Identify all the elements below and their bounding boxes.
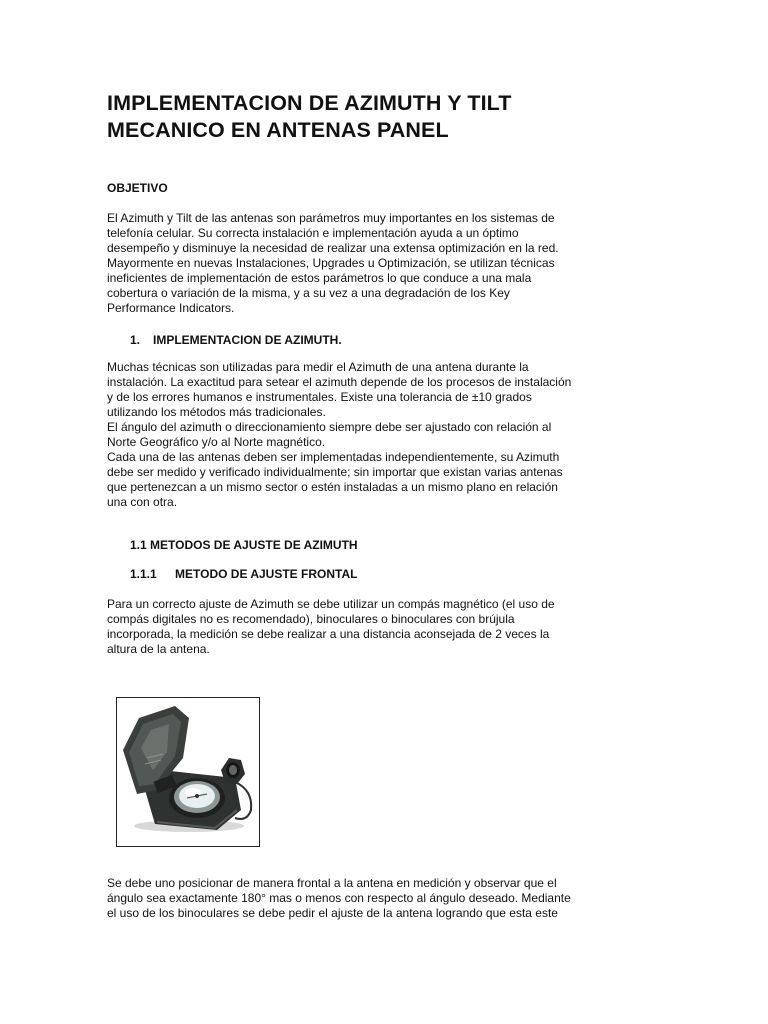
paragraph-line: desempeño y disminuye la necesidad de realizar una extensa optimización en la red. xyxy=(107,241,559,255)
section-1-1-1-title: METODO DE AJUSTE FRONTAL xyxy=(175,567,358,581)
lensatic-compass-icon xyxy=(117,698,259,846)
title-line-2: MECANICO EN ANTENAS PANEL xyxy=(107,118,449,142)
section-1-heading xyxy=(130,333,342,348)
paragraph-line: una con otra. xyxy=(107,495,178,509)
compass-figure xyxy=(116,697,260,847)
section-1-title: IMPLEMENTACION DE AZIMUTH. xyxy=(153,333,342,347)
paragraph-line: incorporada, la medición se debe realizar a una distancia aconsejada de 2 veces la xyxy=(107,627,550,641)
section-1-1-1-heading xyxy=(130,567,357,582)
paragraph-line: telefonía celular. Su correcta instalación e implementación ayuda a un óptimo xyxy=(107,226,519,240)
paragraph-line: compás digitales no es recomendado), binoculares o binoculares con brújula xyxy=(107,612,515,626)
paragraph-line: debe ser medido y verificado individualmente; sin importar que existan varias antenas xyxy=(107,465,563,479)
paragraph-line: Performance Indicators. xyxy=(107,301,235,315)
section-1-number: 1. xyxy=(130,333,141,347)
objetivo-heading: OBJETIVO xyxy=(107,181,168,195)
paragraph-line: ineficientes de implementación de estos parámetros lo que conduce a una mala xyxy=(107,271,532,285)
paragraph-line: que pertenezcan a un mismo sector o estén instaladas a un mismo plano en relación xyxy=(107,480,558,494)
paragraph-line: El ángulo del azimuth o direccionamiento siempre debe ser ajustado con relación al xyxy=(107,420,552,434)
section-1-1-heading: 1.1 METODOS DE AJUSTE DE AZIMUTH xyxy=(130,538,358,552)
paragraph-line: cobertura o variación de la misma, y a su vez a una degradación de los Key xyxy=(107,286,510,300)
paragraph-line: Muchas técnicas son utilizadas para medir el Azimuth de una antena durante la xyxy=(107,360,529,374)
title-line-1: IMPLEMENTACION DE AZIMUTH Y TILT xyxy=(107,91,512,115)
paragraph-line: Norte Geográfico y/o al Norte magnético. xyxy=(107,435,326,449)
paragraph-line: utilizando los métodos más tradicionales. xyxy=(107,405,326,419)
paragraph-line: y de los errores humanos e instrumentales. Existe una tolerancia de ±10 grados xyxy=(107,390,532,404)
paragraph-line: Mayormente en nuevas Instalaciones, Upgrades u Optimización, se utilizan técnicas xyxy=(107,256,555,270)
document-title xyxy=(107,90,667,144)
section-1-1-1-number: 1.1.1 xyxy=(130,567,157,581)
paragraph-line: El Azimuth y Tilt de las antenas son parámetros muy importantes en los sistemas de xyxy=(107,211,555,225)
paragraph-line: Para un correcto ajuste de Azimuth se debe utilizar un compás magnético (el uso de xyxy=(107,597,555,611)
paragraph-line: Cada una de las antenas deben ser implementadas independientemente, su Azimuth xyxy=(107,450,560,464)
closing-paragraph xyxy=(107,876,571,921)
objetivo-paragraph xyxy=(107,211,559,316)
paragraph-line: altura de la antena. xyxy=(107,642,210,656)
paragraph-line: ángulo sea exactamente 180° mas o menos con respecto al ángulo deseado. Mediante xyxy=(107,891,571,905)
paragraph-line: el uso de los binoculares se debe pedir el ajuste de la antena logrando que esta este xyxy=(107,906,558,920)
section-1-1-1-paragraph xyxy=(107,597,555,657)
paragraph-line: Se debe uno posicionar de manera frontal a la antena en medición y observar que el xyxy=(107,876,557,890)
paragraph-line: instalación. La exactitud para setear el azimuth depende de los procesos de instalación xyxy=(107,375,572,389)
section-1-paragraph xyxy=(107,360,571,510)
